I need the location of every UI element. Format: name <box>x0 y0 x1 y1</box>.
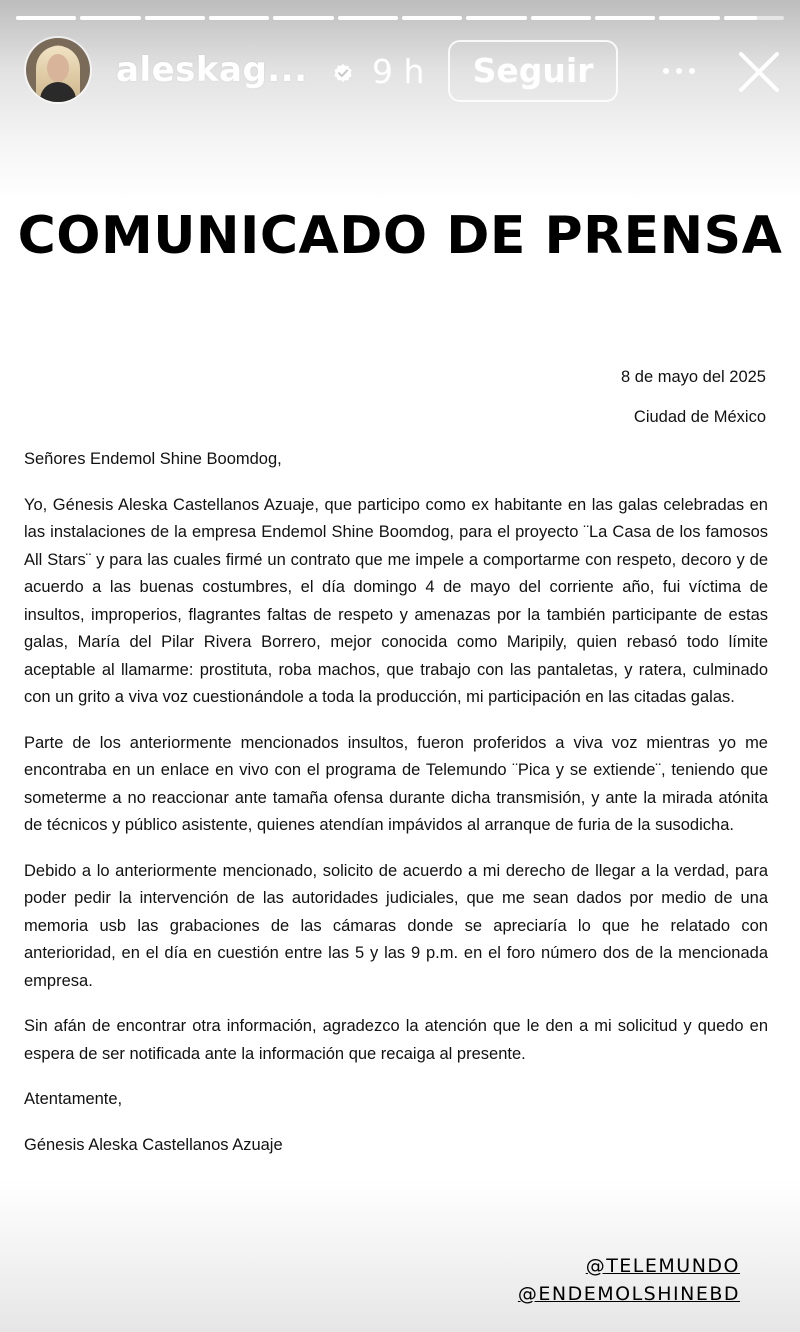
follow-button[interactable]: Seguir <box>448 40 618 102</box>
document-closing: Atentamente, <box>24 1090 123 1108</box>
story-progress-segment <box>595 16 655 20</box>
story-progress-segment <box>16 16 76 20</box>
story-progress-segment <box>402 16 462 20</box>
mention-endemolshinebd[interactable]: @ENDEMOLSHINEBD <box>517 1283 740 1305</box>
document-paragraph-3: Debido a lo anteriormente mencionado, solicito de acuerdo a mi derecho de llegar a la verdad, para poder pedir la intervención de las autoridades judiciales, que me sean dados por medio de una memoria usb las grabaciones de las cámaras donde se apreciaría lo que he relatado con anterioridad, en el día en cuestión entre las 5 y las 9 p.m. en el foro número dos de la mencionada empresa. <box>24 861 768 990</box>
document-city: Ciudad de México <box>633 408 766 426</box>
document-paragraph-2: Parte de los anteriormente mencionados insultos, fueron proferidos a viva voz mientras yo me encontraba en un enlace en vivo con el programa de Telemundo ¨Pica y se extiende¨, teniendo que someterme a no reaccionar ante tamaña ofensa durante dicha transmisión, y ante la mirada atónita de técnicos y público asistente, quienes atendían impávidos al arranque de furia de la susodicha. <box>24 733 768 834</box>
username[interactable]: aleskag... <box>116 50 308 90</box>
document-salutation: Señores Endemol Shine Boomdog, <box>24 450 282 468</box>
story-progress-segment <box>80 16 140 20</box>
profile-avatar[interactable] <box>26 38 90 102</box>
story-progress-segment <box>466 16 526 20</box>
mention-telemundo[interactable]: @TELEMUNDO <box>585 1255 740 1277</box>
story-progress-bar <box>16 16 784 20</box>
ellipsis-icon[interactable] <box>660 56 698 86</box>
story-progress-segment <box>338 16 398 20</box>
document-title: COMUNICADO DE PRENSA <box>17 206 783 266</box>
document-paragraph-4: Sin afán de encontrar otra información, agradezco la atención que le den a mi solicitud y quedo en espera de ser notificada ante la información que recaiga al presente. <box>24 1017 768 1063</box>
story-progress-segment <box>145 16 205 20</box>
post-time-ago: 9 h <box>372 52 425 91</box>
story-progress-segment <box>273 16 333 20</box>
document-paragraph-1: Yo, Génesis Aleska Castellanos Azuaje, que participo como ex habitante en las galas celebradas en las instalaciones de la empresa Endemol Shine Boomdog, para el proyecto ¨La Casa de los famosos All Stars¨ y para las cuales firmé un contrato que me impele a comportarme con respeto, decoro y de acuerdo a las buenas costumbres, el día domingo 4 de mayo del corriente año, fui víctima de insultos, improperios, flagrantes faltas de respeto y amenazas por la también participante de estas galas, María del Pilar Rivera Borrero, mejor conocida como Maripily, quien rebasó todo límite aceptable al llamarme: prostituta, roba machos, que trabajo con las pantaletas, y ratera, culminado con un grito a viva voz cuestionándole a toda la producción, mi participación en las citadas galas. <box>24 495 768 706</box>
verified-badge-icon <box>333 63 353 83</box>
story-progress-segment <box>531 16 591 20</box>
mention-stickers <box>518 1252 740 1308</box>
document-signature: Génesis Aleska Castellanos Azuaje <box>24 1135 283 1154</box>
story-progress-segment <box>659 16 719 20</box>
story-progress-segment <box>724 16 784 20</box>
document-date: 8 de mayo del 2025 <box>621 368 766 386</box>
story-progress-segment <box>209 16 269 20</box>
close-icon[interactable] <box>736 49 782 95</box>
document-body <box>24 446 768 1177</box>
